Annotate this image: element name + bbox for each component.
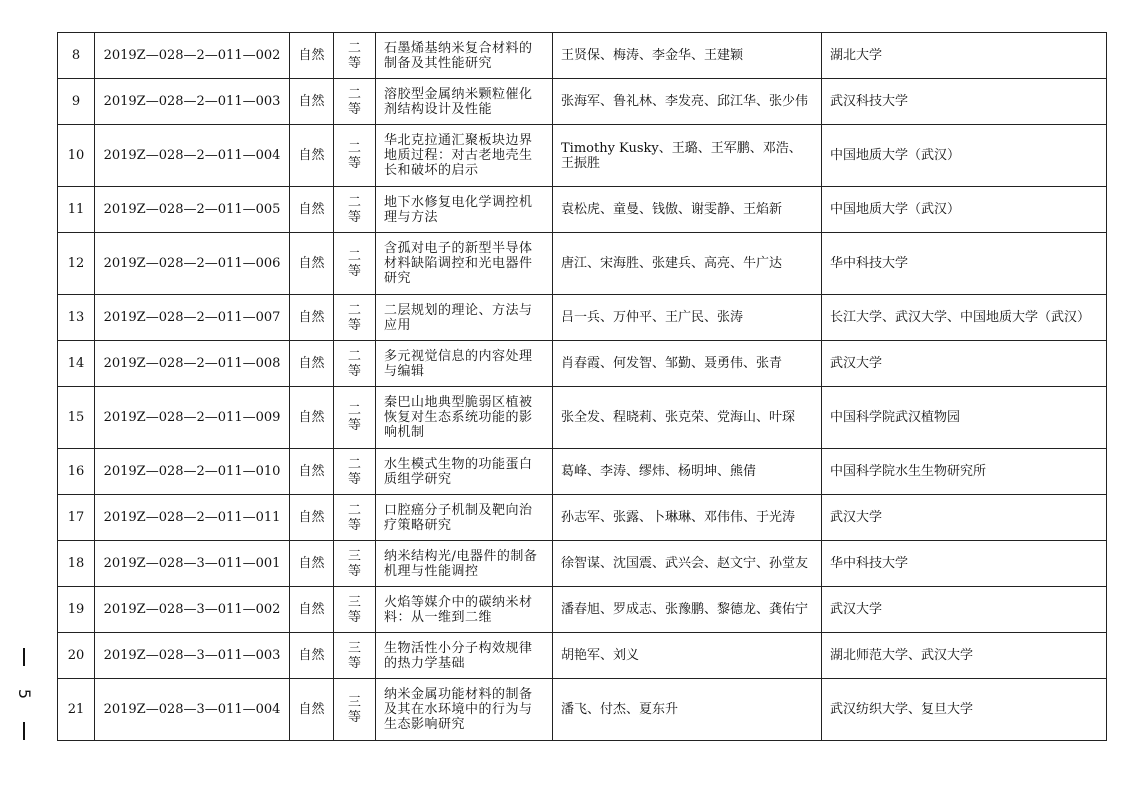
- row-number-cell: 18: [58, 541, 95, 587]
- award-category-cell: 自然: [290, 387, 334, 449]
- project-name-cell: 生物活性小分子构效规律的热力学基础: [376, 633, 553, 679]
- table-row: [58, 233, 1107, 295]
- table-row: [58, 341, 1107, 387]
- page-number: 5: [15, 688, 34, 700]
- project-code-cell: 2019Z—028—2—011—006: [95, 233, 290, 295]
- table-row: [58, 79, 1107, 125]
- completing-units-cell: 湖北大学: [822, 33, 1107, 79]
- row-number-cell: 9: [58, 79, 95, 125]
- main-contributors-cell: 胡艳军、刘义: [553, 633, 822, 679]
- main-contributors-cell: 张全发、程晓莉、张克荣、党海山、叶琛: [553, 387, 822, 449]
- project-code-cell: 2019Z—028—3—011—003: [95, 633, 290, 679]
- award-table: [57, 32, 1107, 741]
- project-name-cell: 石墨烯基纳米复合材料的制备及其性能研究: [376, 33, 553, 79]
- main-contributors-cell: 吕一兵、万仲平、王广民、张涛: [553, 295, 822, 341]
- main-contributors-cell: 潘飞、付杰、夏东升: [553, 679, 822, 741]
- project-name-cell: 华北克拉通汇聚板块边界地质过程：对古老地壳生长和破坏的启示: [376, 125, 553, 187]
- award-category-cell: 自然: [290, 79, 334, 125]
- page-number-mark: [12, 648, 36, 740]
- table-row: [58, 295, 1107, 341]
- main-contributors-cell: 王贤保、梅涛、李金华、王建颖: [553, 33, 822, 79]
- award-category-cell: 自然: [290, 541, 334, 587]
- award-grade-cell: 二等: [334, 79, 376, 125]
- table-row: [58, 495, 1107, 541]
- award-grade-cell: 三等: [334, 541, 376, 587]
- row-number-cell: 19: [58, 587, 95, 633]
- row-number-cell: 21: [58, 679, 95, 741]
- page-dash-bottom: [23, 722, 25, 740]
- table-row: [58, 633, 1107, 679]
- main-contributors-cell: 潘春旭、罗成志、张豫鹏、黎德龙、龚佑宁: [553, 587, 822, 633]
- award-grade-cell: 三等: [334, 587, 376, 633]
- row-number-cell: 8: [58, 33, 95, 79]
- award-category-cell: 自然: [290, 187, 334, 233]
- award-grade-cell: 二等: [334, 33, 376, 79]
- project-name-cell: 纳米结构光/电器件的制备机理与性能调控: [376, 541, 553, 587]
- row-number-cell: 15: [58, 387, 95, 449]
- award-grade-cell: 三等: [334, 679, 376, 741]
- table-row: [58, 387, 1107, 449]
- main-contributors-cell: 葛峰、李涛、缪炜、杨明坤、熊倩: [553, 449, 822, 495]
- main-contributors-cell: 肖春霞、何发智、邹勤、聂勇伟、张青: [553, 341, 822, 387]
- project-name-cell: 含孤对电子的新型半导体材料缺陷调控和光电器件研究: [376, 233, 553, 295]
- table-row: [58, 125, 1107, 187]
- table-row: [58, 187, 1107, 233]
- completing-units-cell: 武汉大学: [822, 495, 1107, 541]
- row-number-cell: 17: [58, 495, 95, 541]
- project-code-cell: 2019Z—028—3—011—002: [95, 587, 290, 633]
- row-number-cell: 12: [58, 233, 95, 295]
- project-name-cell: 溶胶型金属纳米颗粒催化剂结构设计及性能: [376, 79, 553, 125]
- row-number-cell: 16: [58, 449, 95, 495]
- award-grade-cell: 二等: [334, 125, 376, 187]
- award-category-cell: 自然: [290, 449, 334, 495]
- project-name-cell: 口腔癌分子机制及靶向治疗策略研究: [376, 495, 553, 541]
- main-contributors-cell: 袁松虎、童曼、钱傲、谢雯静、王焰新: [553, 187, 822, 233]
- completing-units-cell: 中国科学院水生生物研究所: [822, 449, 1107, 495]
- project-code-cell: 2019Z—028—3—011—001: [95, 541, 290, 587]
- project-name-cell: 秦巴山地典型脆弱区植被恢复对生态系统功能的影响机制: [376, 387, 553, 449]
- award-grade-cell: 二等: [334, 341, 376, 387]
- award-category-cell: 自然: [290, 125, 334, 187]
- award-category-cell: 自然: [290, 33, 334, 79]
- completing-units-cell: 华中科技大学: [822, 541, 1107, 587]
- award-category-cell: 自然: [290, 679, 334, 741]
- completing-units-cell: 武汉大学: [822, 341, 1107, 387]
- table-row: [58, 541, 1107, 587]
- completing-units-cell: 中国科学院武汉植物园: [822, 387, 1107, 449]
- project-name-cell: 二层规划的理论、方法与应用: [376, 295, 553, 341]
- completing-units-cell: 武汉科技大学: [822, 79, 1107, 125]
- table-body: [58, 33, 1107, 741]
- award-category-cell: 自然: [290, 341, 334, 387]
- project-code-cell: 2019Z—028—2—011—008: [95, 341, 290, 387]
- completing-units-cell: 武汉纺织大学、复旦大学: [822, 679, 1107, 741]
- project-code-cell: 2019Z—028—2—011—011: [95, 495, 290, 541]
- completing-units-cell: 长江大学、武汉大学、中国地质大学（武汉）: [822, 295, 1107, 341]
- award-category-cell: 自然: [290, 633, 334, 679]
- row-number-cell: 10: [58, 125, 95, 187]
- completing-units-cell: 中国地质大学（武汉）: [822, 187, 1107, 233]
- award-grade-cell: 二等: [334, 295, 376, 341]
- project-name-cell: 水生模式生物的功能蛋白质组学研究: [376, 449, 553, 495]
- award-grade-cell: 二等: [334, 495, 376, 541]
- award-grade-cell: 二等: [334, 187, 376, 233]
- award-grade-cell: 二等: [334, 233, 376, 295]
- project-code-cell: 2019Z—028—2—011—002: [95, 33, 290, 79]
- project-code-cell: 2019Z—028—2—011—009: [95, 387, 290, 449]
- main-contributors-cell: 孙志军、张露、卜琳琳、邓伟伟、于光涛: [553, 495, 822, 541]
- page-dash-top: [23, 648, 25, 666]
- project-code-cell: 2019Z—028—2—011—010: [95, 449, 290, 495]
- project-name-cell: 地下水修复电化学调控机理与方法: [376, 187, 553, 233]
- project-code-cell: 2019Z—028—2—011—007: [95, 295, 290, 341]
- completing-units-cell: 中国地质大学（武汉）: [822, 125, 1107, 187]
- project-name-cell: 多元视觉信息的内容处理与编辑: [376, 341, 553, 387]
- row-number-cell: 13: [58, 295, 95, 341]
- completing-units-cell: 武汉大学: [822, 587, 1107, 633]
- award-category-cell: 自然: [290, 495, 334, 541]
- award-category-cell: 自然: [290, 587, 334, 633]
- table-row: [58, 587, 1107, 633]
- row-number-cell: 20: [58, 633, 95, 679]
- project-name-cell: 纳米金属功能材料的制备及其在水环境中的行为与生态影响研究: [376, 679, 553, 741]
- award-category-cell: 自然: [290, 295, 334, 341]
- row-number-cell: 14: [58, 341, 95, 387]
- project-code-cell: 2019Z—028—2—011—005: [95, 187, 290, 233]
- award-category-cell: 自然: [290, 233, 334, 295]
- row-number-cell: 11: [58, 187, 95, 233]
- table-row: [58, 33, 1107, 79]
- main-contributors-cell: 徐智谋、沈国震、武兴会、赵文宁、孙堂友: [553, 541, 822, 587]
- award-grade-cell: 二等: [334, 387, 376, 449]
- project-code-cell: 2019Z—028—2—011—003: [95, 79, 290, 125]
- completing-units-cell: 华中科技大学: [822, 233, 1107, 295]
- award-grade-cell: 二等: [334, 449, 376, 495]
- project-name-cell: 火焰等媒介中的碳纳米材料：从一维到二维: [376, 587, 553, 633]
- completing-units-cell: 湖北师范大学、武汉大学: [822, 633, 1107, 679]
- project-code-cell: 2019Z—028—2—011—004: [95, 125, 290, 187]
- project-code-cell: 2019Z—028—3—011—004: [95, 679, 290, 741]
- main-contributors-cell: 张海军、鲁礼林、李发亮、邱江华、张少伟: [553, 79, 822, 125]
- table-row: [58, 679, 1107, 741]
- main-contributors-cell: Timothy Kusky、王璐、王军鹏、邓浩、王振胜: [553, 125, 822, 187]
- table-row: [58, 449, 1107, 495]
- award-grade-cell: 三等: [334, 633, 376, 679]
- main-contributors-cell: 唐江、宋海胜、张建兵、高亮、牛广达: [553, 233, 822, 295]
